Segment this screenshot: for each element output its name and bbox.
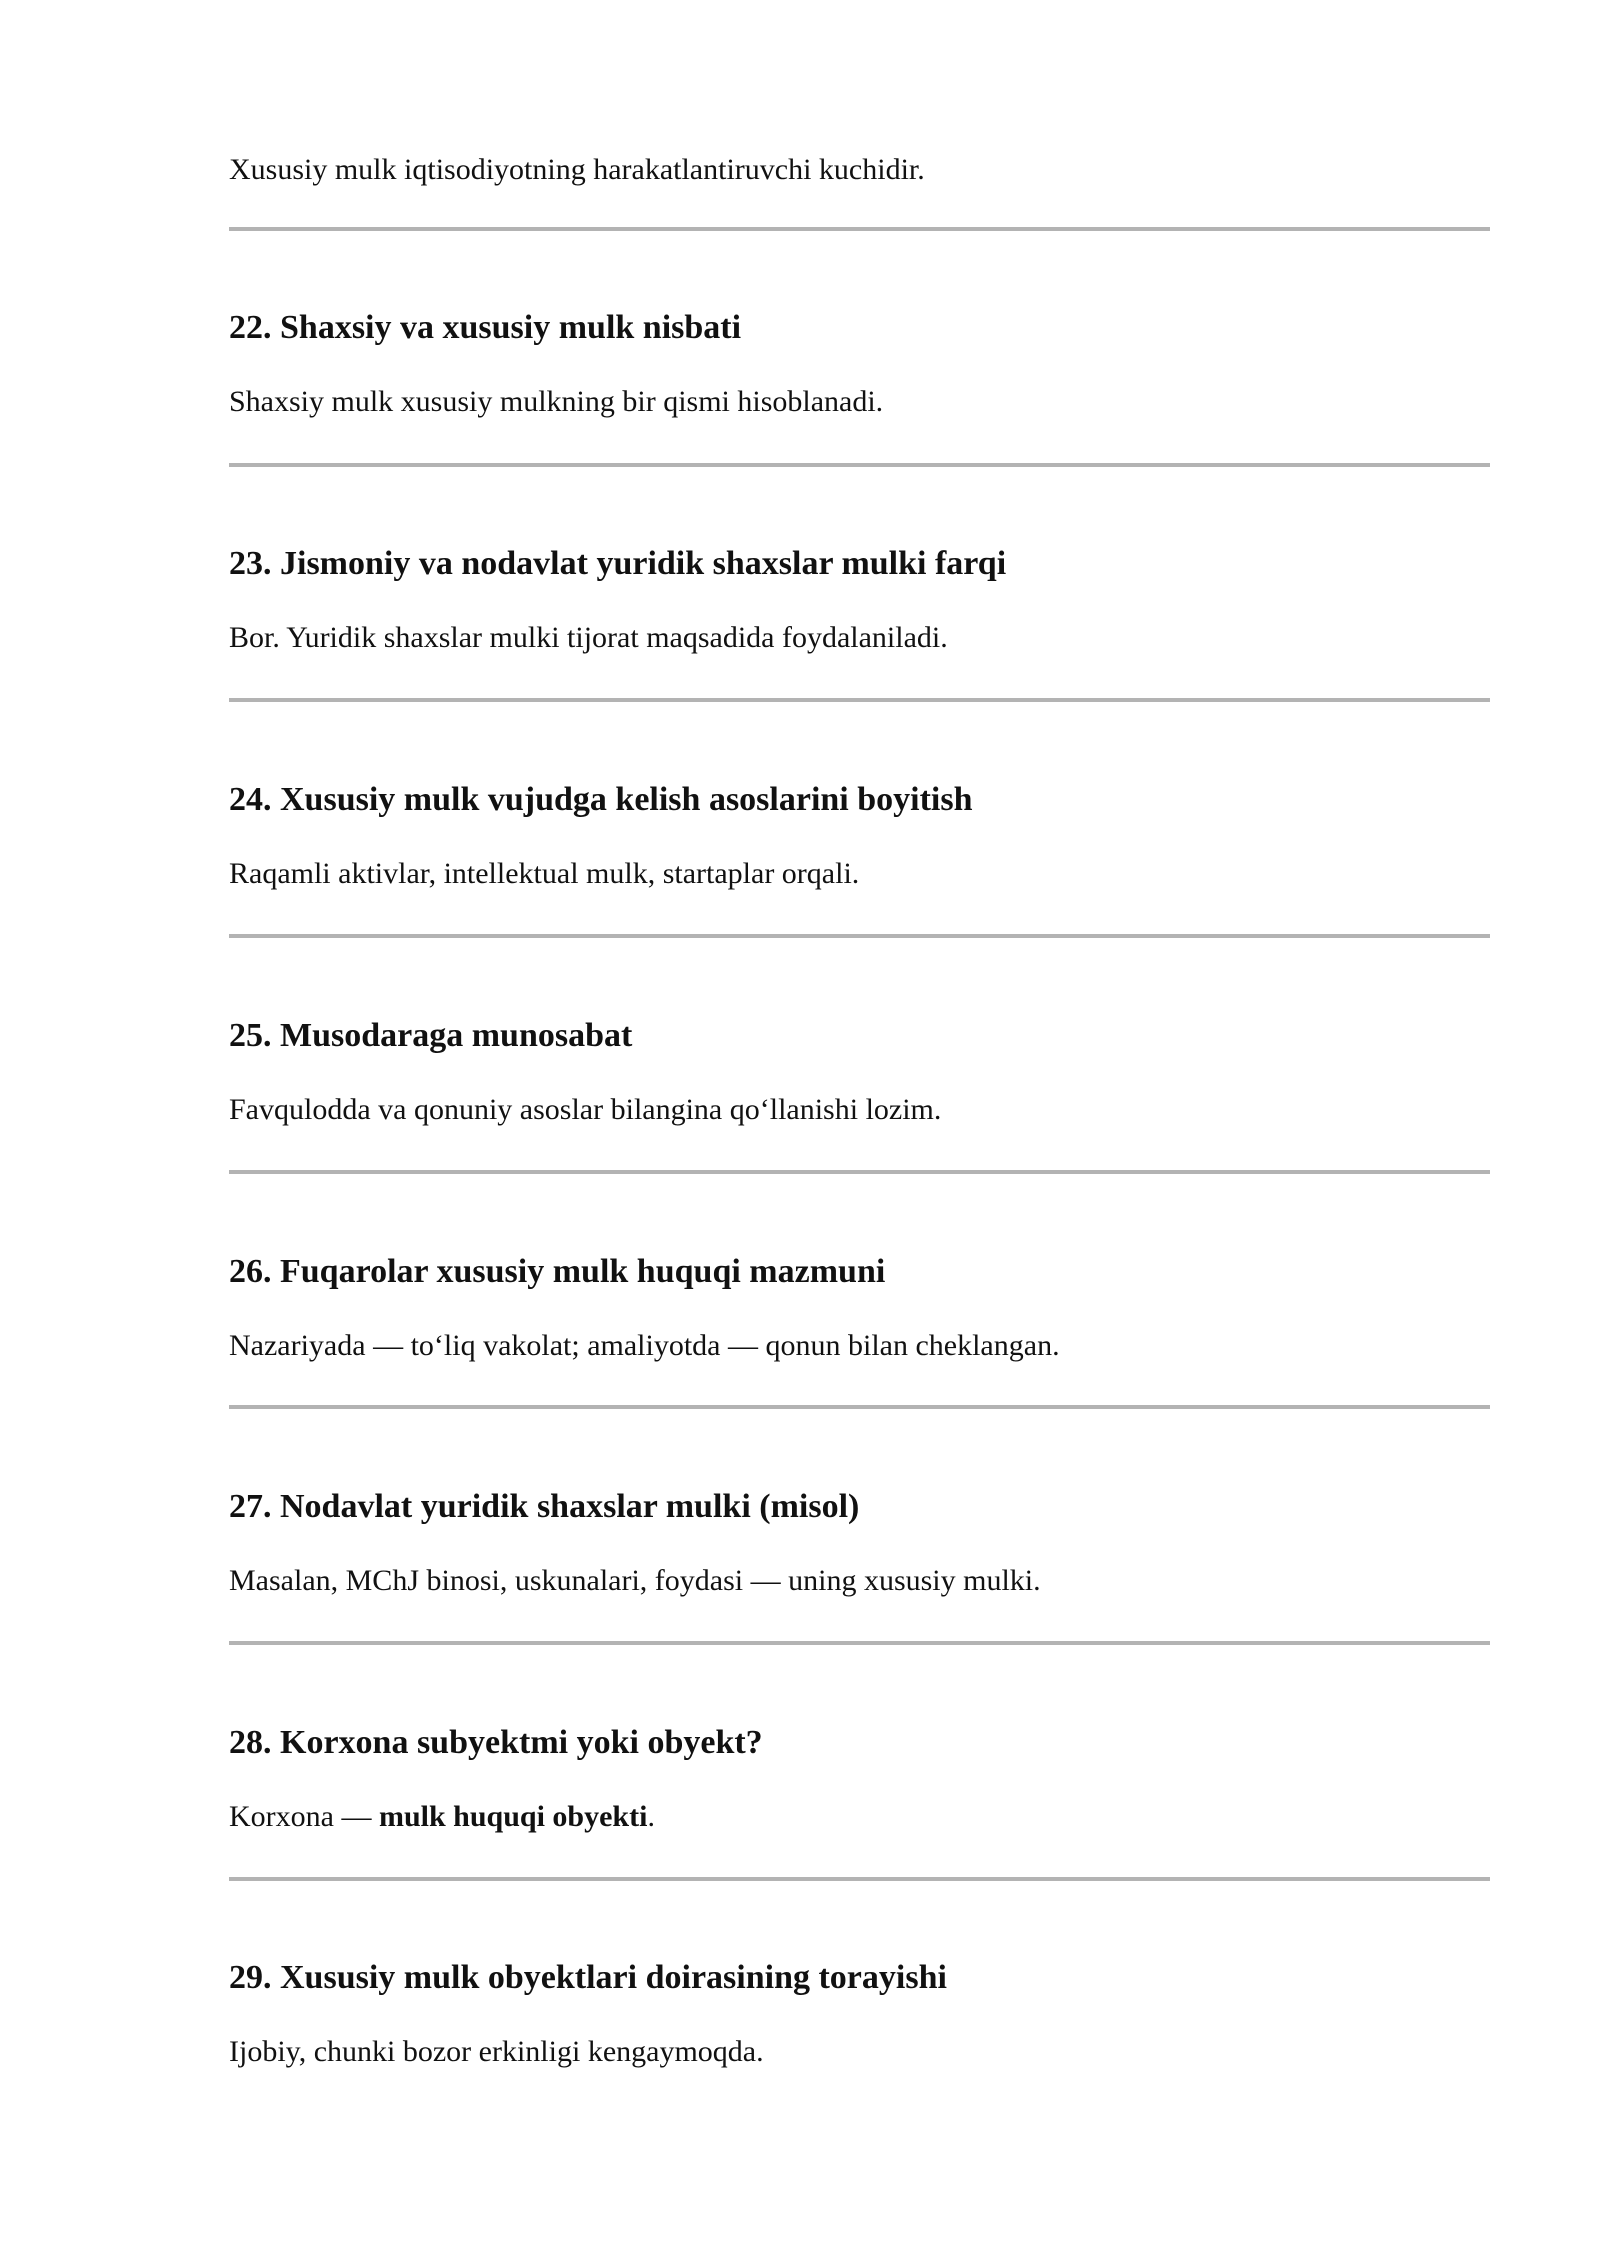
section-answer: Ijobiy, chunki bozor erkinligi kengaymoqda. [229, 2035, 764, 2068]
section-26 [229, 1250, 1490, 1362]
section-heading: 26. Fuqarolar xususiy mulk huquqi mazmuni [229, 1253, 886, 1290]
section-heading: 24. Xususiy mulk vujudga kelish asoslarini boyitish [229, 781, 973, 818]
section-heading: 23. Jismoniy va nodavlat yuridik shaxslar mulki farqi [229, 545, 1007, 582]
intro-paragraph: Xususiy mulk iqtisodiyotning harakatlantiruvchi kuchidir. [229, 153, 925, 186]
section-24 [229, 778, 1490, 890]
section-27 [229, 1485, 1490, 1597]
section-divider [229, 934, 1490, 938]
section-heading: 28. Korxona subyektmi yoki obyekt? [229, 1724, 763, 1761]
section-divider [229, 227, 1490, 231]
section-23 [229, 542, 1490, 654]
section-answer: Masalan, MChJ binosi, uskunalari, foydasi — uning xususiy mulki. [229, 1564, 1041, 1597]
section-answer: Bor. Yuridik shaxslar mulki tijorat maqsadida foydalaniladi. [229, 621, 948, 654]
section-heading: 25. Musodaraga munosabat [229, 1017, 633, 1054]
section-22 [229, 306, 1490, 418]
section-heading: 29. Xususiy mulk obyektlari doirasining torayishi [229, 1959, 947, 1996]
section-divider [229, 1405, 1490, 1409]
answer-text: Korxona — [229, 1800, 379, 1833]
section-heading: 22. Shaxsiy va xususiy mulk nisbati [229, 309, 742, 346]
section-divider [229, 1877, 1490, 1881]
section-answer [229, 1797, 655, 1837]
section-25 [229, 1014, 1490, 1126]
section-divider [229, 698, 1490, 702]
answer-emphasis: mulk huquqi obyekti [378, 1800, 648, 1833]
section-divider [229, 1641, 1490, 1645]
section-divider [229, 1170, 1490, 1174]
section-answer: Favqulodda va qonuniy asoslar bilangina qo‘llanishi lozim. [229, 1093, 942, 1126]
section-heading: 27. Nodavlat yuridik shaxslar mulki (misol) [229, 1488, 860, 1525]
section-28 [229, 1721, 1490, 1833]
section-answer: Shaxsiy mulk xususiy mulkning bir qismi hisoblanadi. [229, 385, 884, 418]
section-answer: Raqamli aktivlar, intellektual mulk, startaplar orqali. [229, 857, 860, 890]
section-29 [229, 1956, 1490, 2068]
answer-text: . [647, 1800, 655, 1833]
section-divider [229, 463, 1490, 467]
section-answer: Nazariyada — to‘liq vakolat; amaliyotda — qonun bilan cheklangan. [229, 1329, 1060, 1362]
